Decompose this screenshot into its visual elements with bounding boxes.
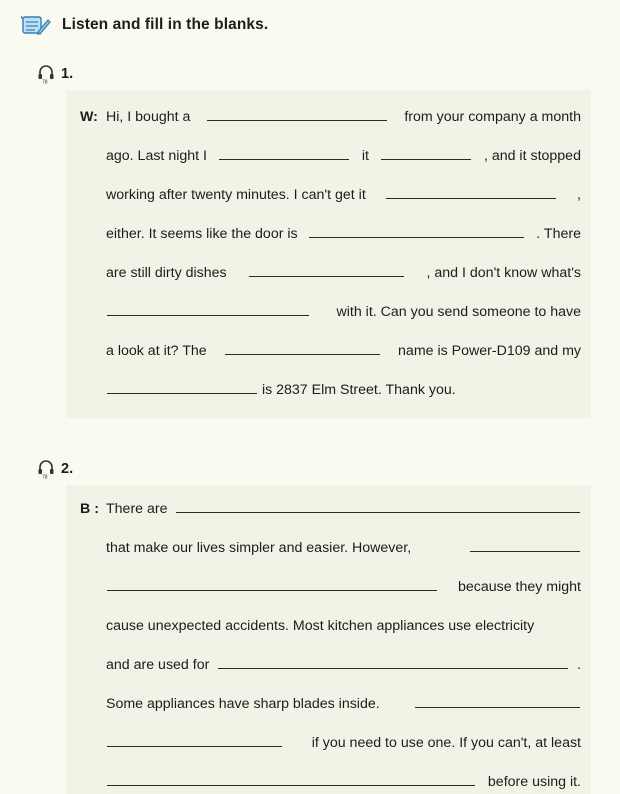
speaker-label: B : (80, 501, 99, 517)
text-line: Some appliances have sharp blades inside. (106, 694, 581, 714)
dialogue-panel-1 (66, 90, 591, 418)
text-line: a look at it? The name is Power-D109 and my (106, 343, 581, 359)
text-line: that make our lives simpler and easier. However, (106, 538, 581, 558)
track-number: 78 (42, 474, 48, 479)
text-line: There are (106, 499, 581, 519)
text-line: working after twenty minutes. I can't get it , (106, 187, 581, 203)
track-number: 78 (42, 79, 48, 84)
text-line: Hi, I bought a from your company a month (106, 109, 581, 125)
fill-blank[interactable] (415, 694, 580, 708)
fill-blank[interactable] (176, 499, 580, 513)
question-number: 2. (61, 461, 74, 477)
text-line: with it. Can you send someone to have (106, 302, 581, 322)
text-line: ago. Last night I it , and it stopped (106, 148, 581, 164)
text-line: is 2837 Elm Street. Thank you. (106, 380, 581, 400)
fill-blank[interactable] (207, 107, 387, 121)
headphones-icon (37, 64, 55, 84)
fill-blank[interactable] (218, 655, 568, 669)
notebook-pencil-icon (20, 13, 52, 37)
text-line: and are used for . (106, 657, 581, 673)
fill-blank[interactable] (107, 733, 282, 747)
header (20, 13, 268, 37)
headphones-icon (37, 459, 55, 479)
text-line: cause unexpected accidents. Most kitchen appliances use electricity (106, 618, 535, 634)
question-2-label (37, 459, 73, 479)
fill-blank[interactable] (107, 380, 257, 394)
fill-blank[interactable] (219, 146, 349, 160)
text-line: before using it. (106, 772, 581, 792)
fill-blank[interactable] (309, 224, 524, 238)
text-line: because they might (106, 577, 581, 597)
page-title: Listen and fill in the blanks. (62, 16, 269, 33)
question-1-label (37, 64, 73, 84)
fill-blank[interactable] (386, 185, 556, 199)
speaker-label: W: (80, 109, 98, 125)
text-line: are still dirty dishes , and I don't know what's (106, 265, 581, 281)
fill-blank[interactable] (381, 146, 471, 160)
fill-blank[interactable] (107, 302, 309, 316)
fill-blank[interactable] (249, 263, 404, 277)
fill-blank[interactable] (225, 341, 380, 355)
fill-blank[interactable] (107, 577, 437, 591)
fill-blank[interactable] (107, 772, 475, 786)
text-line: either. It seems like the door is . There (106, 226, 581, 242)
question-number: 1. (61, 66, 74, 82)
text-line: if you need to use one. If you can't, at least (106, 733, 581, 753)
fill-blank[interactable] (470, 538, 580, 552)
